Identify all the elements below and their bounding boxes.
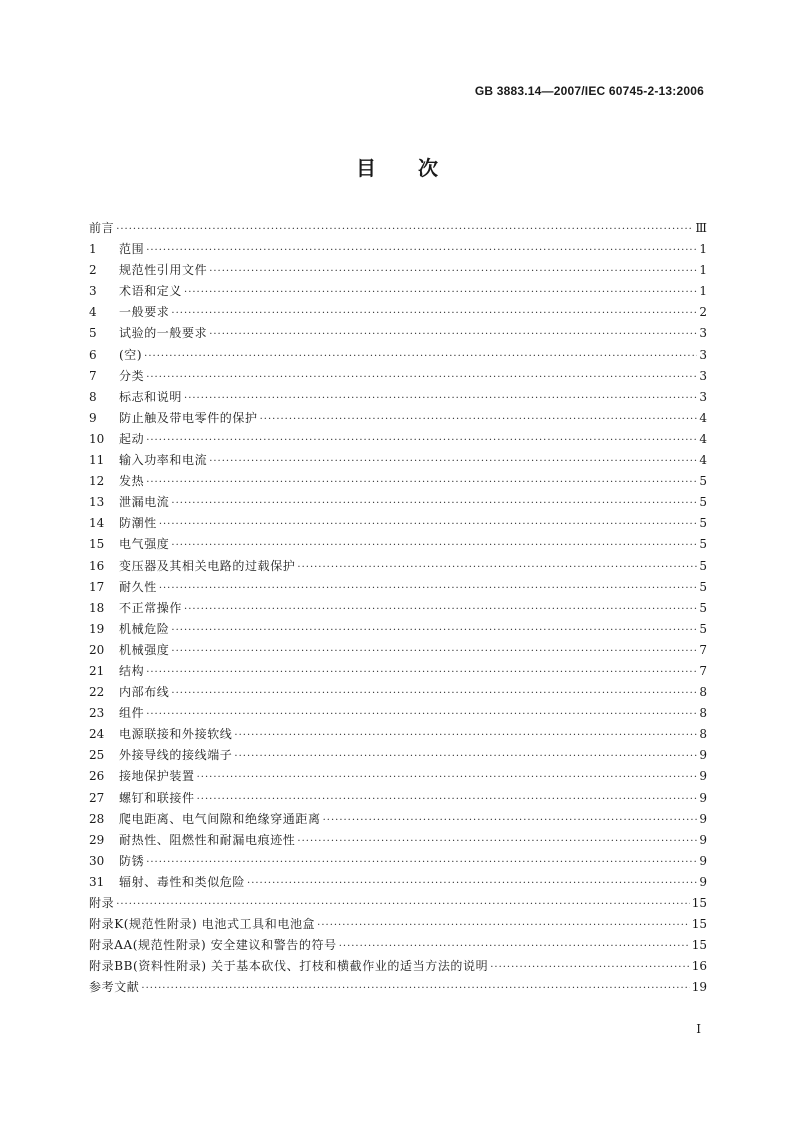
- toc-entry-number: 29: [89, 832, 105, 847]
- toc-entry-page: 8: [699, 706, 707, 721]
- toc-entry[interactable]: [89, 789, 707, 810]
- toc-entry[interactable]: [89, 346, 707, 367]
- toc-entry-number: 9: [89, 410, 97, 425]
- toc-leader-dots: [146, 435, 697, 446]
- toc-entry-number: 8: [89, 389, 97, 404]
- toc-leader-dots: [297, 562, 697, 573]
- toc-entry-page: 15: [691, 917, 707, 932]
- toc-entry-label: 参考文献: [89, 980, 140, 995]
- toc-entry[interactable]: [89, 557, 707, 578]
- toc-entry-page: 4: [699, 410, 707, 425]
- toc-leader-dots: [247, 878, 697, 889]
- toc-entry-number: 25: [89, 748, 105, 763]
- page-number: I: [696, 1022, 701, 1036]
- toc-leader-dots: [184, 604, 697, 615]
- toc-entry-number: 7: [89, 368, 97, 383]
- toc-entry[interactable]: [89, 472, 707, 493]
- toc-leader-dots: [146, 667, 697, 678]
- toc-entry-label: 防潮性: [119, 516, 157, 531]
- toc-leader-dots: [171, 308, 697, 319]
- toc-entry-label: 防锈: [119, 853, 145, 868]
- toc-entry-number: 2: [89, 263, 97, 278]
- toc-entry-page: 5: [699, 537, 707, 552]
- toc-entry-page: 7: [699, 663, 707, 678]
- toc-entry-page: 5: [699, 495, 707, 510]
- toc-entry-label: 标志和说明: [119, 389, 183, 404]
- toc-entry-page: 3: [699, 368, 707, 383]
- toc-entry-page: Ⅲ: [695, 221, 707, 235]
- toc-entry-page: 5: [699, 474, 707, 489]
- toc-entry[interactable]: [89, 282, 707, 303]
- toc-entry-number: 3: [89, 284, 97, 299]
- toc-leader-dots: [159, 583, 697, 594]
- toc-entry-label: 试验的一般要求: [119, 326, 208, 341]
- toc-entry[interactable]: [89, 978, 707, 999]
- toc-entry-number: 21: [89, 663, 105, 678]
- toc-entry-label: 接地保护装置: [119, 769, 195, 784]
- toc-entry-number: 24: [89, 727, 105, 742]
- toc-entry[interactable]: [89, 261, 707, 282]
- toc-entry-page: 1: [699, 242, 707, 257]
- toc-entry-label: 一般要求: [119, 305, 170, 320]
- toc-entry-page: 8: [699, 727, 707, 742]
- toc-entry-number: 28: [89, 811, 105, 826]
- toc-entry-number: 13: [89, 495, 105, 510]
- toc-entry-label: 附录K(规范性附录) 电池式工具和电池盒: [89, 917, 316, 932]
- toc-leader-dots: [317, 920, 690, 931]
- toc-entry-number: 20: [89, 642, 105, 657]
- toc-entry-label: 内部布线: [119, 685, 170, 700]
- toc-leader-dots: [234, 751, 697, 762]
- toc-entry-label: 辐射、毒性和类似危险: [119, 874, 246, 889]
- toc-entry-label: 前言: [89, 221, 115, 235]
- toc-entry[interactable]: [89, 725, 707, 746]
- toc-leader-dots: [146, 245, 697, 256]
- page-title: 目次: [356, 156, 480, 180]
- toc-entry-page: 7: [699, 642, 707, 657]
- toc-entry[interactable]: [89, 451, 707, 472]
- toc-entry-page: 4: [699, 453, 707, 468]
- toc-entry-label: 分类: [119, 368, 145, 383]
- toc-entry[interactable]: [89, 704, 707, 725]
- toc-entry-number: 15: [89, 537, 105, 552]
- toc-entry-label: 外接导线的接线端子: [119, 748, 233, 763]
- toc-leader-dots: [144, 351, 697, 362]
- toc-entry-page: 4: [699, 431, 707, 446]
- toc-entry-page: 5: [699, 600, 707, 615]
- toc-entry-page: 3: [699, 326, 707, 341]
- toc-entry-number: 19: [89, 621, 105, 636]
- toc-entry-label: 耐久性: [119, 579, 157, 594]
- toc-entry-label: 组件: [119, 706, 145, 721]
- toc-entry-label: 不正常操作: [119, 600, 183, 615]
- toc-entry-label: 术语和定义: [119, 284, 183, 299]
- toc-entry-label: 规范性引用文件: [119, 263, 208, 278]
- toc-leader-dots: [171, 625, 697, 636]
- toc-entry[interactable]: [89, 873, 707, 894]
- toc-entry-page: 9: [699, 832, 707, 847]
- toc-entry[interactable]: [89, 535, 707, 556]
- toc-leader-dots: [116, 224, 693, 235]
- toc-leader-dots: [184, 393, 697, 404]
- toc-entry[interactable]: [89, 852, 707, 873]
- toc-entry[interactable]: [89, 324, 707, 345]
- toc-entry-page: 5: [699, 579, 707, 594]
- toc-entry-number: 16: [89, 558, 105, 573]
- toc-entry-label: 范围: [119, 242, 145, 257]
- toc-leader-dots: [146, 857, 697, 868]
- toc-leader-dots: [297, 836, 697, 847]
- toc-entry[interactable]: [89, 810, 707, 831]
- toc-entry-number: 27: [89, 790, 105, 805]
- toc-entry-page: 16: [691, 959, 707, 974]
- toc-leader-dots: [141, 983, 689, 994]
- toc-entry-number: 4: [89, 305, 97, 320]
- toc-leader-dots: [197, 772, 697, 783]
- toc-leader-dots: [323, 815, 697, 826]
- toc-entry-number: 17: [89, 579, 105, 594]
- document-code-header: GB 3883.14—2007/IEC 60745-2-13:2006: [474, 84, 704, 98]
- toc-entry[interactable]: [89, 831, 707, 852]
- toc-entry-label: 附录AA(规范性附录) 安全建议和警告的符号: [89, 938, 337, 953]
- toc-entry[interactable]: [89, 493, 707, 514]
- table-of-contents: [89, 219, 707, 999]
- toc-entry-page: 2: [699, 305, 707, 320]
- toc-entry-number: 30: [89, 853, 105, 868]
- toc-leader-dots: [146, 477, 697, 488]
- toc-entry-page: 9: [699, 769, 707, 784]
- toc-entry-number: 11: [89, 453, 105, 468]
- toc-leader-dots: [146, 709, 697, 720]
- toc-entry[interactable]: [89, 620, 707, 641]
- toc-entry-label: 泄漏电流: [119, 495, 170, 510]
- toc-entry-label: 爬电距离、电气间隙和绝缘穿通距离: [119, 811, 321, 826]
- toc-entry-label: 防止触及带电零件的保护: [119, 410, 258, 425]
- toc-entry-page: 9: [699, 748, 707, 763]
- toc-entry-page: 8: [699, 685, 707, 700]
- toc-entry[interactable]: [89, 894, 707, 915]
- toc-leader-dots: [171, 540, 697, 551]
- toc-entry-label: (空): [119, 347, 143, 362]
- toc-entry-number: 10: [89, 431, 105, 446]
- toc-entry-number: 23: [89, 706, 105, 721]
- toc-entry[interactable]: [89, 936, 707, 957]
- toc-entry[interactable]: [89, 388, 707, 409]
- toc-entry-number: 1: [89, 242, 97, 257]
- toc-entry-label: 发热: [119, 474, 145, 489]
- toc-entry[interactable]: [89, 767, 707, 788]
- toc-entry-label: 附录: [89, 896, 115, 910]
- toc-entry[interactable]: [89, 219, 707, 240]
- toc-entry-number: 18: [89, 600, 105, 615]
- toc-entry-label: 电源联接和外接软线: [119, 727, 233, 742]
- toc-entry-page: 9: [699, 790, 707, 805]
- toc-leader-dots: [184, 287, 697, 298]
- toc-entry-page: 9: [699, 874, 707, 889]
- toc-entry[interactable]: [89, 957, 707, 978]
- toc-entry-label: 机械危险: [119, 621, 170, 636]
- toc-entry-label: 输入功率和电流: [119, 453, 208, 468]
- toc-entry-label: 结构: [119, 663, 145, 678]
- toc-entry-page: 1: [699, 284, 707, 299]
- toc-entry-page: 9: [699, 853, 707, 868]
- toc-entry[interactable]: [89, 641, 707, 662]
- toc-entry[interactable]: [89, 662, 707, 683]
- toc-leader-dots: [339, 941, 690, 952]
- toc-leader-dots: [490, 962, 690, 973]
- toc-entry-number: 5: [89, 326, 97, 341]
- toc-entry[interactable]: [89, 240, 707, 261]
- toc-entry-page: 5: [699, 558, 707, 573]
- toc-leader-dots: [209, 329, 697, 340]
- toc-leader-dots: [260, 414, 697, 425]
- toc-entry[interactable]: [89, 514, 707, 535]
- toc-entry-label: 电气强度: [119, 537, 170, 552]
- toc-entry[interactable]: [89, 915, 707, 936]
- toc-entry[interactable]: [89, 683, 707, 704]
- toc-leader-dots: [171, 498, 697, 509]
- toc-leader-dots: [159, 519, 697, 530]
- toc-entry-number: 26: [89, 769, 105, 784]
- toc-entry-page: 5: [699, 516, 707, 531]
- toc-entry-number: 12: [89, 474, 105, 489]
- toc-entry[interactable]: [89, 409, 707, 430]
- toc-entry-label: 附录BB(资料性附录) 关于基本砍伐、打枝和横截作业的适当方法的说明: [89, 959, 489, 974]
- toc-entry-label: 起动: [119, 431, 145, 446]
- toc-leader-dots: [146, 372, 697, 383]
- toc-leader-dots: [209, 266, 697, 277]
- toc-entry-page: 5: [699, 621, 707, 636]
- toc-entry[interactable]: [89, 367, 707, 388]
- toc-entry-number: 14: [89, 516, 105, 531]
- toc-leader-dots: [209, 456, 697, 467]
- toc-entry[interactable]: [89, 746, 707, 767]
- toc-entry-page: 1: [699, 263, 707, 278]
- toc-entry-page: 3: [699, 389, 707, 404]
- toc-entry-label: 螺钉和联接件: [119, 790, 195, 805]
- toc-entry-number: 6: [89, 347, 97, 362]
- toc-leader-dots: [171, 646, 697, 657]
- toc-leader-dots: [171, 688, 697, 699]
- toc-entry-number: 22: [89, 685, 105, 700]
- toc-leader-dots: [116, 899, 690, 910]
- toc-entry-label: 耐热性、阻燃性和耐漏电痕迹性: [119, 832, 296, 847]
- toc-entry-page: 19: [691, 980, 707, 995]
- toc-entry-number: 31: [89, 874, 105, 889]
- toc-entry-page: 15: [691, 938, 707, 953]
- toc-entry-page: 15: [691, 896, 707, 910]
- toc-entry[interactable]: [89, 578, 707, 599]
- toc-entry[interactable]: [89, 303, 707, 324]
- toc-entry-label: 机械强度: [119, 642, 170, 657]
- toc-entry[interactable]: [89, 430, 707, 451]
- toc-leader-dots: [197, 794, 697, 805]
- toc-entry[interactable]: [89, 599, 707, 620]
- toc-entry-page: 9: [699, 811, 707, 826]
- toc-entry-label: 变压器及其相关电路的过载保护: [119, 558, 296, 573]
- toc-leader-dots: [234, 730, 697, 741]
- toc-entry-page: 3: [699, 347, 707, 362]
